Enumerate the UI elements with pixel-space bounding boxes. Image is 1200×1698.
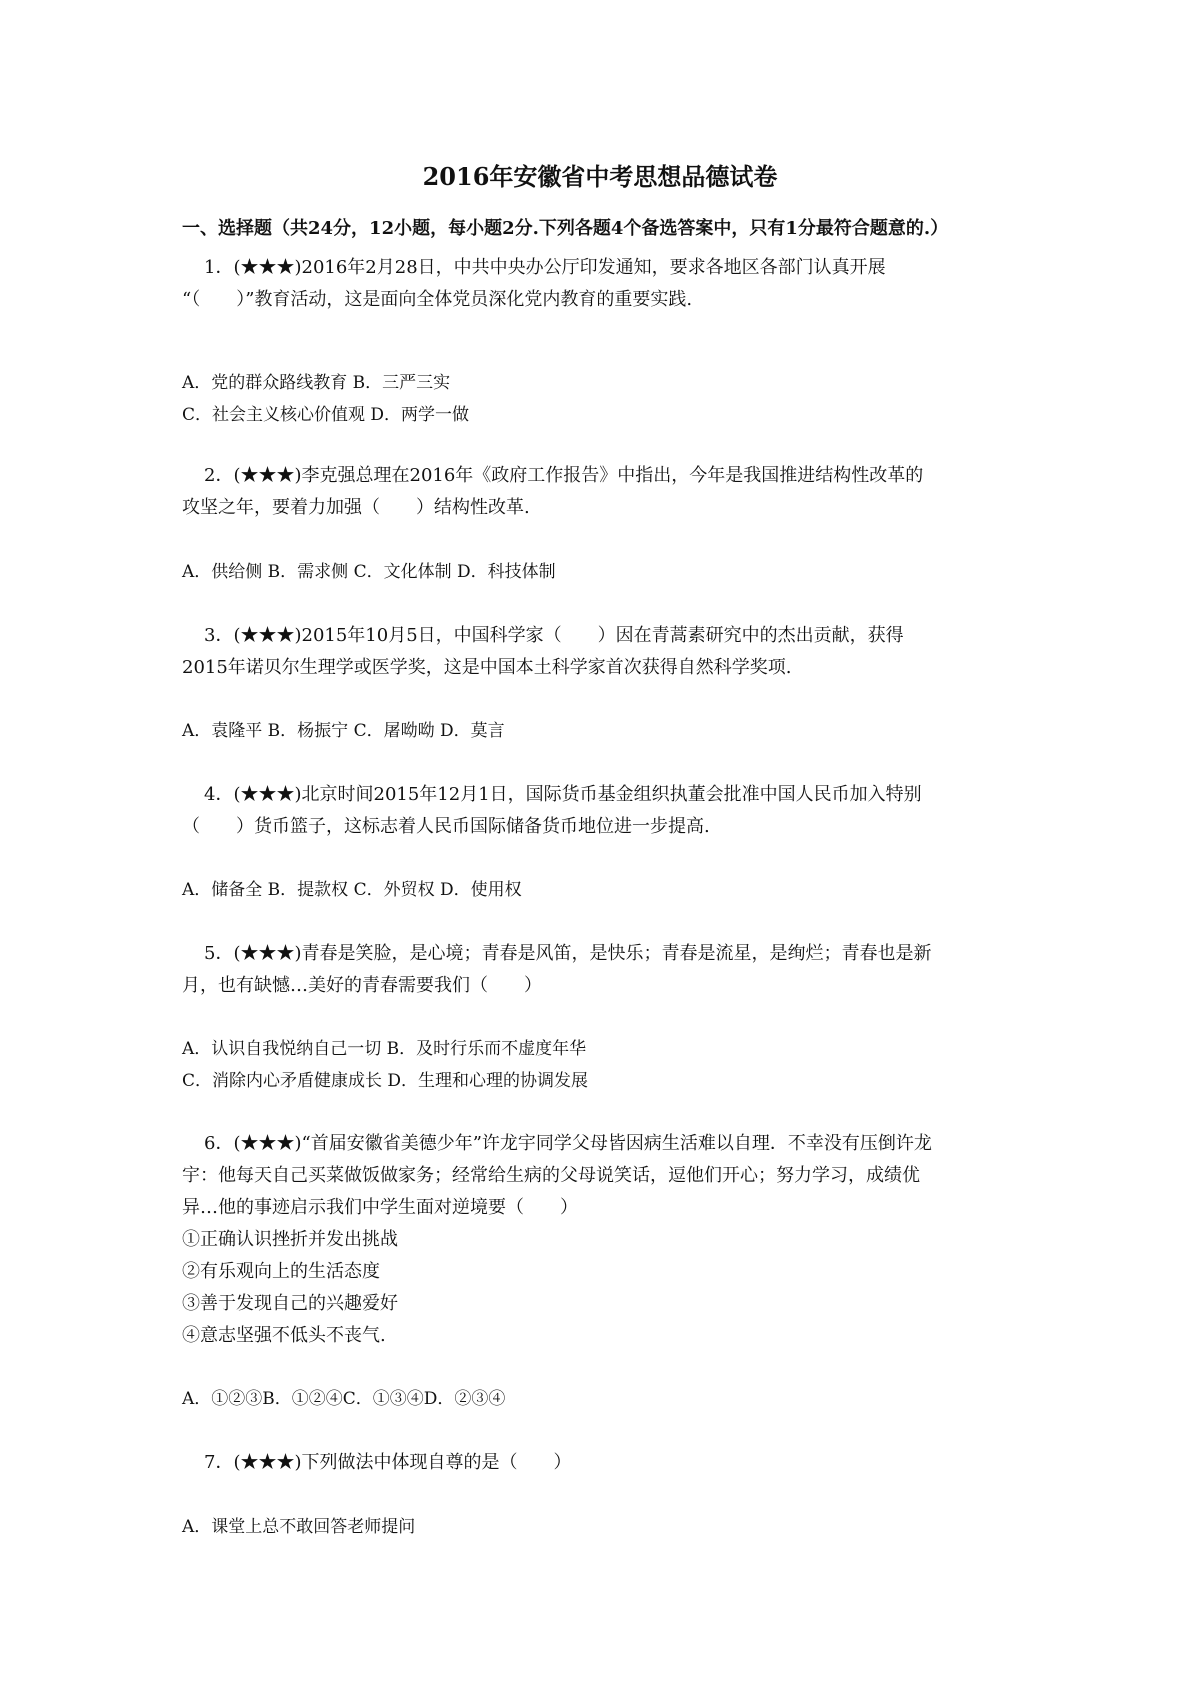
question-7-options xyxy=(182,1511,1032,1543)
question-1-options xyxy=(182,367,1032,431)
question-1-line-2: “（ ）”教育活动，这是面向全体党员深化党内教育的重要实践. xyxy=(182,289,693,310)
question-number: 3． xyxy=(204,625,234,646)
question-number: 1． xyxy=(204,257,234,278)
question-6-line-1 xyxy=(182,1128,1032,1160)
question-2-options xyxy=(182,556,1032,588)
question-3-line-1 xyxy=(182,620,1032,652)
question-4-line-1 xyxy=(182,779,1032,811)
question-number: 5． xyxy=(204,943,234,964)
option-line: C．社会主义核心价值观 D．两学一做 xyxy=(182,405,470,425)
sub-item: ②有乐观向上的生活态度 xyxy=(182,1261,380,1282)
question-6 xyxy=(182,1128,1032,1352)
option-line: A．①②③B．①②④C．①③④D．②③④ xyxy=(182,1389,506,1409)
question-text: 2016年2月28日，中共中央办公厅印发通知，要求各地区各部门认真开展 xyxy=(301,257,886,278)
sub-item: ③善于发现自己的兴趣爱好 xyxy=(182,1293,398,1314)
question-2-line-1 xyxy=(182,460,1032,492)
question-3-options xyxy=(182,715,1032,747)
difficulty-stars: (★★★) xyxy=(233,257,302,278)
question-2 xyxy=(182,460,1032,524)
option-line: C．消除内心矛盾健康成长 D．生理和心理的协调发展 xyxy=(182,1071,589,1091)
question-5-options xyxy=(182,1033,1032,1097)
question-6-line-3: 异…他的事迹启示我们中学生面对逆境要（ ） xyxy=(182,1197,578,1218)
section-heading: 一、选择题（共24分，12小题，每小题2分.下列各题4个备选答案中，只有1分最符合题意的.） xyxy=(182,218,949,239)
question-text: 青春是笑脸，是心境；青春是风笛，是快乐；青春是流星，是绚烂；青春也是新 xyxy=(301,943,932,964)
question-1 xyxy=(182,252,1032,316)
question-text: “首届安徽省美德少年”许龙宇同学父母皆因病生活难以自理．不幸没有压倒许龙 xyxy=(301,1133,932,1154)
question-text: 2015年10月5日，中国科学家（ ）因在青蒿素研究中的杰出贡献，获得 xyxy=(301,625,904,646)
question-text: 北京时间2015年12月1日，国际货币基金组织执董会批准中国人民币加入特别 xyxy=(301,784,922,805)
question-6-line-2: 宇：他每天自己买菜做饭做家务；经常给生病的父母说笑话，逗他们开心；努力学习，成绩优 xyxy=(182,1165,920,1186)
question-1-line-1 xyxy=(182,252,1032,284)
question-7 xyxy=(182,1447,1032,1479)
option-line: A．供给侧 B．需求侧 C．文化体制 D．科技体制 xyxy=(182,562,556,582)
question-2-line-2: 攻坚之年，要着力加强（ ）结构性改革. xyxy=(182,497,530,518)
question-text: 下列做法中体现自尊的是（ ） xyxy=(301,1452,572,1473)
difficulty-stars: (★★★) xyxy=(233,943,302,964)
question-number: 7． xyxy=(204,1452,234,1473)
option-line: A．党的群众路线教育 B．三严三实 xyxy=(182,373,451,393)
difficulty-stars: (★★★) xyxy=(233,625,302,646)
difficulty-stars: (★★★) xyxy=(233,784,302,805)
question-3-line-2: 2015年诺贝尔生理学或医学奖，这是中国本土科学家首次获得自然科学奖项. xyxy=(182,657,792,678)
sub-item: ④意志坚强不低头不丧气. xyxy=(182,1325,386,1346)
page-title: 2016年安徽省中考思想品德试卷 xyxy=(422,162,778,191)
question-text: 李克强总理在2016年《政府工作报告》中指出，今年是我国推进结构性改革的 xyxy=(301,465,924,486)
question-number: 4． xyxy=(204,784,234,805)
option-line: A．储备全 B．提款权 C．外贸权 D．使用权 xyxy=(182,880,522,900)
question-7-line-1 xyxy=(182,1447,1032,1479)
difficulty-stars: (★★★) xyxy=(233,1452,302,1473)
question-5-line-2: 月，也有缺憾…美好的青春需要我们（ ） xyxy=(182,975,542,996)
question-5 xyxy=(182,938,1032,1002)
question-6-options xyxy=(182,1383,1032,1415)
option-line: A．袁隆平 B．杨振宁 C．屠呦呦 D．莫言 xyxy=(182,721,505,741)
option-line: A．课堂上总不敢回答老师提问 xyxy=(182,1517,416,1537)
difficulty-stars: (★★★) xyxy=(233,465,302,486)
sub-item: ①正确认识挫折并发出挑战 xyxy=(182,1229,398,1250)
question-number: 2． xyxy=(204,465,234,486)
question-3 xyxy=(182,620,1032,684)
question-number: 6． xyxy=(204,1133,234,1154)
difficulty-stars: (★★★) xyxy=(233,1133,302,1154)
question-5-line-1 xyxy=(182,938,1032,970)
question-4 xyxy=(182,779,1032,843)
option-line: A．认识自我悦纳自己一切 B．及时行乐而不虚度年华 xyxy=(182,1039,587,1059)
question-4-line-2: （ ）货币篮子，这标志着人民币国际储备货币地位进一步提高. xyxy=(182,816,710,837)
question-4-options xyxy=(182,874,1032,906)
